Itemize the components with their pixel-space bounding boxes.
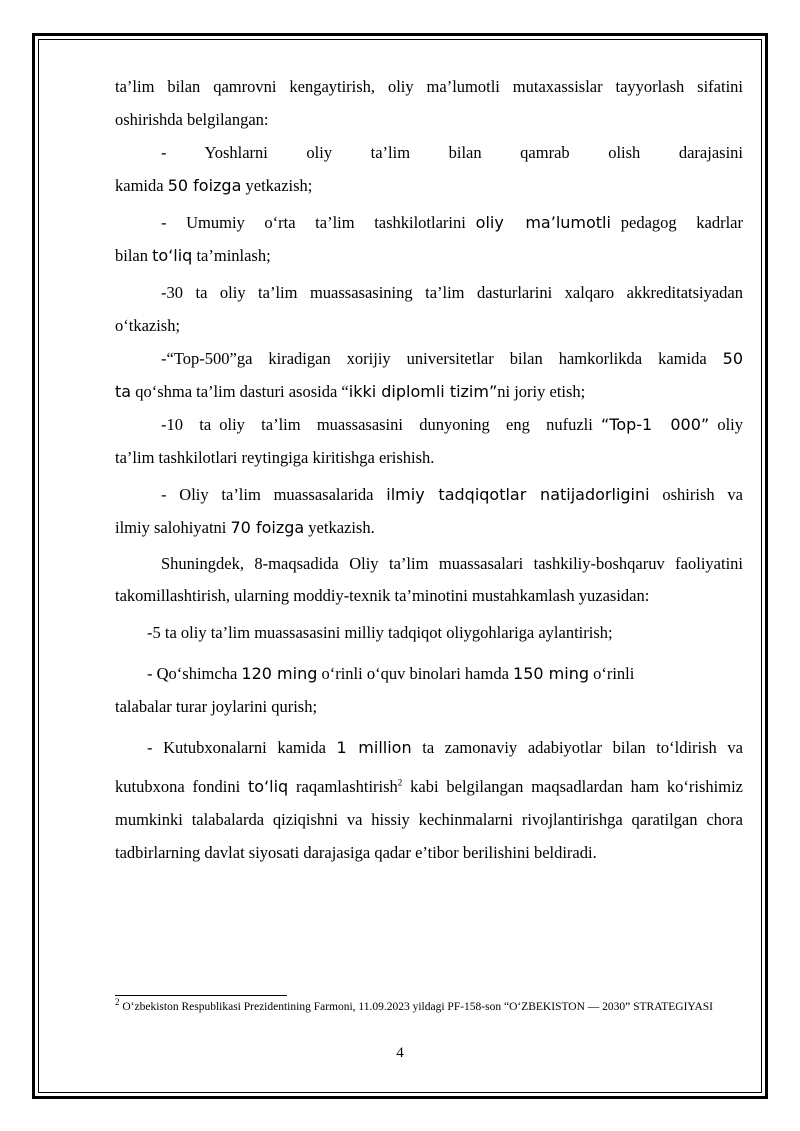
highlight-oliy-malumotli: oliy ma’lumotli [475,213,611,232]
highlight-ilmiy-tadqiqotlar: ilmiy tadqiqotlar natijadorligini [386,485,650,504]
paragraph-11-rest: kutubxona fondini to‘liq raqamlashtirish$^2$ kabi belgilangan maqsadlardan ham ko‘rishimiz mumkinki talabalarda qiziqishni va hissiy kechinmalarni rivojlantirishga qaratilgan chora tadbirlarning davlat siyosati darajasiga qadar e’tibor berilishini beldiradi. [115,777,743,862]
highlight-70-foizga: 70 foizga [230,518,305,537]
paragraph-1-line-2: oshirishda belgilangan: [115,110,269,129]
paragraph-8: Shuningdek, 8-maqsadida Oliy ta’lim muassasalari tashkiliy-boshqaruv faoliyatini takomillashtirish, ularning moddiy-texnik ta’minotini mustahkamlash yuzasidan: [115,554,743,605]
highlight-120-ming: 120 ming [241,664,318,683]
highlight-toliq: to‘liq [152,246,193,265]
paragraph-3-line-2: bilan to‘liq ta’minlash; [115,246,271,265]
paragraph-4-line-1: -30 ta oliy ta’lim muassasasining ta’lim dasturlarini xalqaro akkreditatsiyadan [161,283,743,302]
paragraph-2-line-1: - Yoshlarni oliy ta’lim bilan qamrab olish darajasini [161,143,743,162]
paragraph-10-line-2: talabalar turar joylarini qurish; [115,697,318,716]
footnote [115,997,735,1015]
highlight-ta: ta [115,382,132,401]
paragraph-5-line-2: ta qo‘shma ta’lim dasturi asosida “ikki diplomli tizim”ni joriy etish; [115,382,586,401]
highlight-50-foizga: 50 foizga [167,176,242,195]
paragraph-7-line-1: - Oliy ta’lim muassasalarida ilmiy tadqiqotlar natijadorligini oshirish va [161,485,743,504]
paragraph-6-line-2: ta’lim tashkilotlari reytingiga kiritishga erishish. [115,448,435,467]
paragraph-6-line-1: -10 ta oliy ta’lim muassasasini dunyoning eng nufuzli “Top-1 000” oliy [161,415,743,434]
paragraph-5-line-1: -“Top-500”ga kiradigan xorijiy universitetlar bilan hamkorlikda kamida 50 [161,349,743,368]
paragraph-1-line-1: ta’lim bilan qamrovni kengaytirish, oliy ma’lumotli mutaxassislar tayyorlash sifatini [115,77,743,96]
page-number: 4 [396,1045,404,1061]
highlight-1-million: 1 million [336,738,412,757]
footnote-text: O‘zbekiston Respublikasi Prezidentining Farmoni, 11.09.2023 yildagi PF-158-son “O‘ZBEKISTON — 2030” STRATEGIYASI [119,1001,713,1013]
footnote-separator [115,995,287,996]
paragraph-10-line-1: - Qo‘shimcha 120 ming o‘rinli o‘quv binolari hamda 150 ming o‘rinli [147,664,635,683]
paragraph-9: -5 ta oliy ta’lim muassasasini milliy tadqiqot oliygohlariga aylantirish; [147,623,613,642]
document-body [115,70,743,869]
footnote-mark: 2 [115,997,120,1008]
highlight-50: 50 [722,349,743,368]
paragraph-2-line-2: kamida 50 foizga yetkazish; [115,176,313,195]
highlight-toliq-2: to‘liq [248,777,289,796]
highlight-150-ming: 150 ming [513,664,589,683]
highlight-top-1000: “Top-1 000” [600,415,710,434]
paragraph-7-line-2: ilmiy salohiyatni 70 foizga yetkazish. [115,518,375,537]
paragraph-3-line-1: - Umumiy o‘rta ta’lim tashkilotlarini oliy ma’lumotli pedagog kadrlar [161,213,743,232]
footnote-reference: 2 [397,777,403,788]
paragraph-11-line-1: - Kutubxonalarni kamida 1 million ta zamonaviy adabiyotlar bilan to‘ldirish va [147,738,744,757]
paragraph-4-line-2: o‘tkazish; [115,316,181,335]
highlight-ikki-diplomli-tizim: ikki diplomli tizim” [348,382,498,401]
